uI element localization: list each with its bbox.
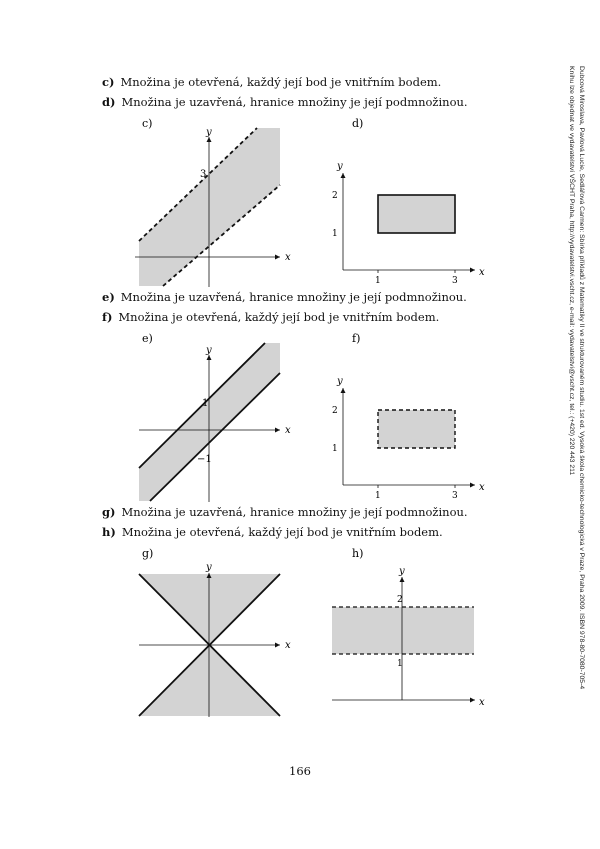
- citation-line: Knihu lze objednat ve vydavatelství VŠCHT Praha, http://vydavatelstvi.vscht.cz, e-mail: vydavatelstvi@vscht.cz, tel.: (+420) 220 443 211: [568, 66, 576, 476]
- statement-text: Množina je otevřená, každý její bod je vnitřním bodem.: [120, 75, 442, 89]
- x-tick-label: 1: [375, 491, 381, 501]
- shaded-band: [332, 607, 474, 654]
- page-number: 166: [289, 764, 311, 778]
- x-axis-arrow-icon: [470, 698, 475, 703]
- figure-g: [130, 545, 295, 720]
- figure-c: [130, 115, 295, 290]
- y-tick-label: 2: [332, 406, 338, 416]
- figure-f: [325, 330, 490, 505]
- x-axis-arrow-icon: [470, 483, 475, 488]
- statement-d: [102, 95, 468, 109]
- y-tick-label: 2: [332, 191, 338, 201]
- figure-label: c): [142, 117, 153, 130]
- figure-label: g): [142, 547, 154, 560]
- x-axis-label: x: [479, 482, 485, 493]
- y-axis-label: y: [337, 161, 343, 172]
- y-axis-label: y: [206, 345, 212, 356]
- x-axis-arrow-icon: [470, 268, 475, 273]
- tick-label: 3: [200, 169, 207, 180]
- statement-text: Množina je otevřená, každý její bod je vnitřním bodem.: [118, 310, 440, 324]
- x-axis-arrow-icon: [275, 643, 280, 648]
- figure-label: e): [142, 332, 153, 345]
- statement-letter: g): [102, 505, 116, 519]
- y-axis-arrow-icon: [341, 173, 346, 178]
- statement-letter: h): [102, 525, 116, 539]
- statement-text: Množina je uzavřená, hranice množiny je její podmnožinou.: [120, 290, 467, 304]
- shaded-lower-cone: [139, 645, 280, 716]
- figure-d: [325, 115, 490, 290]
- shaded-strip: [139, 343, 280, 501]
- shaded-upper-cone: [139, 574, 280, 645]
- tick-label: 1: [202, 398, 209, 409]
- y-axis-label: y: [337, 376, 343, 387]
- statement-letter: c): [102, 75, 115, 89]
- y-axis-arrow-icon: [341, 388, 346, 393]
- shaded-strip: [139, 128, 280, 286]
- statement-text: Množina je uzavřená, hranice množiny je její podmnožinou.: [121, 505, 468, 519]
- x-tick-label: 3: [452, 491, 458, 501]
- statement-letter: d): [102, 95, 116, 109]
- x-axis-label: x: [479, 697, 485, 708]
- x-axis-arrow-icon: [275, 428, 280, 433]
- figure-e: [130, 330, 295, 505]
- figure-label: d): [352, 117, 364, 130]
- open-rectangle: [378, 410, 455, 448]
- y-axis-label: y: [206, 127, 212, 138]
- citation-sidebar: [567, 66, 586, 689]
- statement-e: [102, 290, 467, 304]
- x-axis-label: x: [285, 425, 291, 436]
- statement-g: [102, 505, 468, 519]
- y-tick-label: 1: [332, 444, 338, 454]
- figure-label: f): [352, 332, 361, 345]
- x-axis-label: x: [479, 267, 485, 278]
- x-tick-label: 3: [452, 276, 458, 286]
- citation-line: Dubcová Miroslava, Pavlová Lucie, Sedlářová Carmen: Sbírka příkladů z Matematiky II ve strukturovaném studiu. 1st ed. Vysoká škola chemicko-technologická v Praze, Praha 2009. ISBN 978-80-7080-705-4: [578, 66, 585, 690]
- x-tick-label: 1: [375, 276, 381, 286]
- y-axis-arrow-icon: [400, 577, 405, 582]
- statement-letter: f): [102, 310, 113, 324]
- statement-text: Množina je otevřená, každý její bod je vnitřním bodem.: [121, 525, 443, 539]
- statement-text: Množina je uzavřená, hranice množiny je její podmnožinou.: [121, 95, 468, 109]
- x-axis-arrow-icon: [275, 255, 280, 260]
- figure-h: [325, 545, 490, 720]
- x-axis-label: x: [285, 252, 291, 263]
- statement-letter: e): [102, 290, 115, 304]
- y-axis-label: y: [399, 566, 405, 577]
- closed-rectangle: [378, 195, 455, 233]
- statement-f: [102, 310, 439, 324]
- x-axis-label: x: [285, 640, 291, 651]
- y-tick-label: 1: [332, 229, 338, 239]
- tick-label: −1: [197, 454, 212, 465]
- y-tick-label: 1: [397, 659, 403, 669]
- y-tick-label: 2: [397, 595, 403, 605]
- y-axis-label: y: [206, 562, 212, 573]
- statement-c: [102, 75, 441, 89]
- figure-label: h): [352, 547, 364, 560]
- statement-h: [102, 525, 443, 539]
